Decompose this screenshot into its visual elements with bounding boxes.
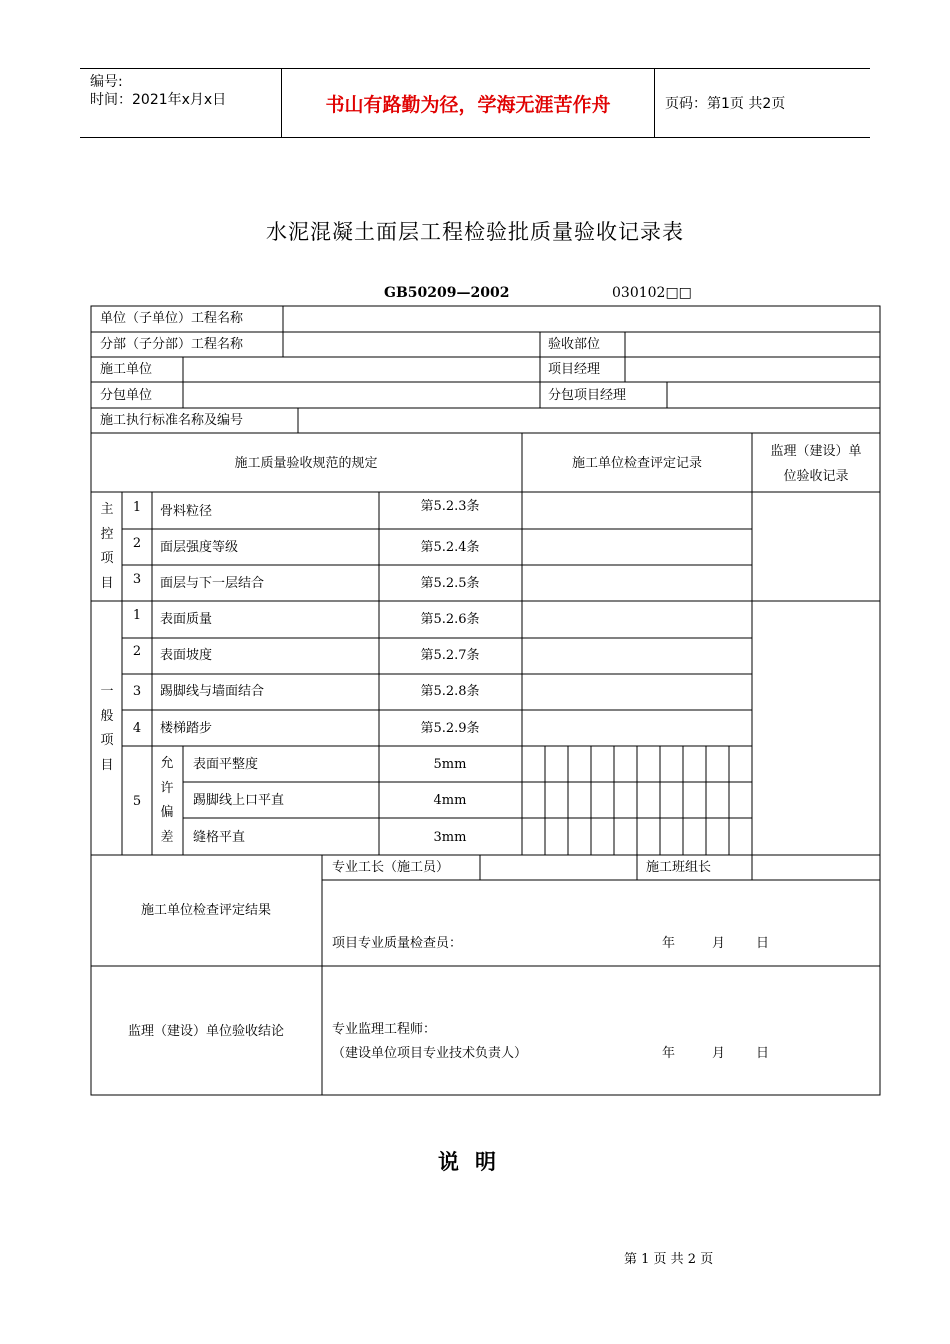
sub-project-manager-label: 分包项目经理 <box>548 388 627 403</box>
form-code: 030102□□ <box>612 285 692 301</box>
general-item-name: 楼梯踏步 <box>160 721 213 736</box>
inspector-label: 项目专业质量检查员： <box>332 936 463 951</box>
general-item-clause: 第5.2.9条 <box>420 721 480 736</box>
deviation-item-value: 4mm <box>433 793 467 808</box>
deviation-label: 允许偏差 <box>160 756 174 845</box>
project-manager-label: 项目经理 <box>548 362 601 377</box>
general-item-no: 1 <box>132 608 142 623</box>
main-item-no: 3 <box>132 572 142 587</box>
general-item-no: 4 <box>132 721 142 736</box>
supervision-header-line2: 位验收记录 <box>783 469 849 484</box>
engineer-label: 专业监理工程师： <box>332 1022 437 1037</box>
date-label: 时间：2021年x月x日 <box>90 92 227 108</box>
page-label: 页码：第1页 共2页 <box>665 96 786 112</box>
unit-name-label: 单位（子单位）工程名称 <box>100 311 244 326</box>
conclusion-month: 月 <box>712 1046 726 1061</box>
deviation-item-name: 缝格平直 <box>193 830 246 845</box>
general-label: 一般项目 <box>100 684 114 773</box>
general-item-name: 踢脚线与墙面结合 <box>160 684 265 699</box>
note-title: 说明 <box>438 1150 512 1174</box>
general-item-name: 表面质量 <box>160 612 213 627</box>
deviation-item-value: 5mm <box>433 757 467 772</box>
main-item-no: 1 <box>132 500 142 515</box>
foreman-label: 专业工长（施工员） <box>332 860 450 875</box>
spec-header: 施工质量验收规范的规定 <box>234 456 378 471</box>
page-footer: 第 1 页 共 2 页 <box>624 1252 714 1267</box>
acceptance-part-label: 验收部位 <box>548 337 601 352</box>
general-item-clause: 第5.2.8条 <box>420 684 480 699</box>
conclusion-label: 监理（建设）单位验收结论 <box>127 1024 285 1039</box>
result-year: 年 <box>662 936 676 951</box>
subcontractor-label: 分包单位 <box>100 388 153 403</box>
main-item-no: 2 <box>132 536 142 551</box>
result-month: 月 <box>712 936 726 951</box>
general-item-clause: 第5.2.7条 <box>420 648 480 663</box>
conclusion-day: 日 <box>756 1046 770 1061</box>
general-item-no: 2 <box>132 644 142 659</box>
engineer-alt-label: （建设单位项目专业技术负责人） <box>332 1046 528 1061</box>
supervision-header-line1: 监理（建设）单 <box>770 444 862 459</box>
main-item-name: 面层与下一层结合 <box>160 576 265 591</box>
motto: 书山有路勤为径，学海无涯苦作舟 <box>282 69 655 137</box>
standard-code: GB50209—2002 <box>384 285 510 301</box>
conclusion-year: 年 <box>662 1046 676 1061</box>
main-control-label: 主控项目 <box>100 502 114 591</box>
general-item-no: 3 <box>132 684 142 699</box>
main-item-clause: 第5.2.5条 <box>420 576 480 591</box>
deviation-item-value: 3mm <box>433 830 467 845</box>
general-item-clause: 第5.2.6条 <box>420 612 480 627</box>
serial-label: 编号: <box>90 74 123 90</box>
check-record-header: 施工单位检查评定记录 <box>571 456 703 471</box>
subdivision-name-label: 分部（子分部）工程名称 <box>100 337 244 352</box>
deviation-no: 5 <box>132 794 142 809</box>
main-item-name: 骨料粒径 <box>160 504 213 519</box>
deviation-item-name: 表面平整度 <box>193 757 259 772</box>
deviation-item-name: 踢脚线上口平直 <box>193 793 285 808</box>
result-day: 日 <box>756 936 770 951</box>
form-title: 水泥混凝土面层工程检验批质量验收记录表 <box>266 220 684 244</box>
team-leader-label: 施工班组长 <box>646 860 712 875</box>
main-item-name: 面层强度等级 <box>160 540 239 555</box>
general-item-name: 表面坡度 <box>160 648 213 663</box>
standard-name-label: 施工执行标准名称及编号 <box>100 413 244 428</box>
main-item-clause: 第5.2.3条 <box>420 499 480 514</box>
result-label: 施工单位检查评定结果 <box>140 903 272 918</box>
main-item-clause: 第5.2.4条 <box>420 540 480 555</box>
contractor-label: 施工单位 <box>100 362 153 377</box>
